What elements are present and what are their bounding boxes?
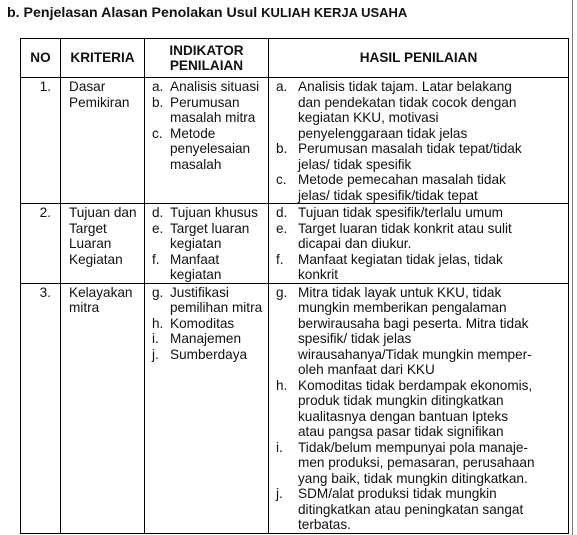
- hasil-item: [269, 79, 568, 141]
- hasil-item-text: [298, 285, 568, 378]
- indikator-cell: [145, 283, 269, 533]
- hasil-item-label: b.: [276, 141, 288, 156]
- indikator-line: masalah mitra: [170, 110, 256, 125]
- hasil-cell: [269, 204, 569, 284]
- indikator-item-label: i.: [152, 331, 159, 346]
- hasil-item-label: j.: [276, 486, 283, 501]
- header-hasil: HASIL PENILAIAN: [269, 39, 569, 78]
- indikator-line: Tujuan khusus: [170, 205, 258, 220]
- indikator-item-label: e.: [152, 220, 164, 236]
- header-indikator-line2: PENILAIAN: [169, 58, 244, 73]
- kriteria-line: Kegiatan: [69, 251, 123, 267]
- header-no: NO: [21, 39, 61, 78]
- hasil-line: Tidak/belum mempunyai pola manaje-: [298, 439, 528, 455]
- indikator-item-label: f.: [152, 251, 160, 267]
- kriteria-line: Pemikiran: [69, 94, 130, 110]
- kriteria-line: Tujuan dan: [69, 205, 137, 220]
- hasil-item-text: [298, 141, 568, 172]
- indikator-line: Manajemen: [170, 331, 242, 346]
- indikator-item: [145, 205, 268, 221]
- indikator-item-label: h.: [152, 315, 164, 331]
- hasil-item-text: [298, 486, 568, 533]
- indikator-item-label: a.: [152, 79, 164, 94]
- indikator-line: Metode: [170, 125, 216, 141]
- kriteria-line: Kelayakan: [69, 284, 133, 300]
- hasil-line: kualitasnya dengan bantuan Ipteks: [298, 408, 509, 424]
- hasil-item: [269, 378, 568, 440]
- indikator-item-label: d.: [152, 205, 164, 220]
- hasil-line: kegiatan KKU, motivasi: [298, 110, 439, 125]
- indikator-item-text: [170, 316, 268, 332]
- hasil-item: [269, 141, 568, 172]
- hasil-item: [269, 285, 568, 378]
- hasil-line: Perumusan masalah tidak tepat/tidak: [298, 141, 522, 156]
- hasil-cell: [269, 78, 569, 204]
- table-row: [21, 283, 569, 533]
- evaluation-table: [20, 38, 569, 534]
- indikator-item-label: c.: [152, 125, 163, 141]
- hasil-line: jelas/ tidak spesifik: [298, 156, 412, 172]
- hasil-item-label: g.: [276, 284, 288, 300]
- hasil-item-label: e.: [276, 220, 288, 236]
- kriteria-line: Luaran: [69, 236, 112, 251]
- indikator-item-text: [170, 205, 268, 221]
- indikator-line: Komoditas: [170, 315, 235, 331]
- indikator-line: Sumberdaya: [170, 346, 248, 362]
- hasil-item-label: i.: [276, 439, 283, 455]
- indikator-item: [145, 347, 268, 363]
- indikator-item: [145, 316, 268, 332]
- indikator-line: masalah: [170, 156, 222, 172]
- kriteria-cell: [61, 204, 145, 284]
- indikator-item-label: g.: [152, 284, 164, 300]
- indikator-line: kegiatan: [170, 236, 222, 251]
- hasil-line: Metode pemecahan masalah tidak: [298, 172, 506, 187]
- hasil-line: dicapai dan diukur.: [298, 236, 412, 251]
- hasil-line: Manfaat kegiatan tidak jelas, tidak: [298, 251, 503, 267]
- hasil-item: [269, 486, 568, 533]
- row-number: 2.: [21, 204, 61, 284]
- indikator-line: penyelesaian: [170, 141, 251, 156]
- hasil-line: mungkin memberikan pengalaman: [298, 300, 507, 315]
- indikator-item-label: b.: [152, 94, 164, 110]
- hasil-cell: [269, 283, 569, 533]
- hasil-line: produk tidak mungkin ditingkatkan: [298, 393, 504, 408]
- header-kriteria: KRITERIA: [61, 39, 145, 78]
- indikator-line: Target luaran: [170, 220, 250, 236]
- hasil-line: berwirausaha bagi peserta. Mitra tidak: [298, 315, 529, 331]
- kriteria-cell: [61, 78, 145, 204]
- indikator-item: [145, 95, 268, 126]
- indikator-cell: [145, 78, 269, 204]
- indikator-item-text: [170, 79, 268, 95]
- row-number: 3.: [21, 283, 61, 533]
- hasil-line: terbatas.: [298, 517, 351, 532]
- hasil-line: wirausahanya/Tidak mungkin memper-: [298, 346, 532, 362]
- section-title: [7, 5, 407, 21]
- indikator-line: pemilihan mitra: [170, 300, 263, 315]
- table-header-row: [21, 39, 569, 78]
- indikator-item-text: [170, 347, 268, 363]
- hasil-line: ditingkatkan atau peningkatan sangat: [298, 501, 524, 517]
- indikator-cell: [145, 204, 269, 284]
- kriteria-line: Dasar: [69, 79, 106, 94]
- hasil-item-text: [298, 205, 568, 221]
- hasil-item-label: a.: [276, 79, 288, 94]
- hasil-item-label: d.: [276, 205, 288, 220]
- indikator-item-label: j.: [152, 346, 159, 362]
- hasil-item-text: [298, 440, 568, 487]
- header-indikator-line1: INDIKATOR: [169, 42, 244, 58]
- indikator-item: [145, 126, 268, 173]
- section-title-program: KULIAH KERJA USAHA: [261, 5, 408, 20]
- hasil-item-text: [298, 221, 568, 252]
- indikator-item: [145, 79, 268, 95]
- hasil-line: Mitra tidak layak untuk KKU, tidak: [298, 284, 502, 300]
- hasil-line: Tujuan tidak spesifik/terlalu umum: [298, 205, 504, 220]
- indikator-item-text: [170, 252, 268, 283]
- hasil-line: Komoditas tidak berdampak ekonomis,: [298, 377, 533, 393]
- hasil-line: oleh manfaat dari KKU: [298, 362, 435, 377]
- hasil-line: spesifik/ tidak jelas: [298, 331, 412, 346]
- hasil-item-label: h.: [276, 377, 288, 393]
- indikator-item-text: [170, 221, 268, 252]
- section-title-prefix: b. Penjelasan Alasan Penolakan Usul: [7, 5, 258, 21]
- indikator-item-text: [170, 126, 268, 173]
- indikator-item: [145, 285, 268, 316]
- hasil-item-text: [298, 172, 568, 203]
- hasil-item: [269, 205, 568, 221]
- hasil-item: [269, 172, 568, 203]
- indikator-item-text: [170, 285, 268, 316]
- indikator-line: Justifikasi: [170, 284, 229, 300]
- hasil-line: konkrit: [298, 267, 339, 282]
- table-row: [21, 78, 569, 204]
- hasil-item-text: [298, 79, 568, 141]
- indikator-line: kegiatan: [170, 267, 222, 282]
- hasil-line: penyelenggaraan tidak jelas: [298, 125, 468, 141]
- hasil-line: atau pangsa pasar tidak signifikan: [298, 424, 504, 439]
- hasil-item-text: [298, 252, 568, 283]
- indikator-item: [145, 331, 268, 347]
- indikator-item-text: [170, 95, 268, 126]
- hasil-item: [269, 221, 568, 252]
- row-number: 1.: [21, 78, 61, 204]
- table-body: [21, 78, 569, 534]
- indikator-item: [145, 252, 268, 283]
- kriteria-line: mitra: [69, 300, 100, 315]
- hasil-item-label: f.: [276, 251, 284, 267]
- indikator-item-text: [170, 331, 268, 347]
- hasil-item: [269, 440, 568, 487]
- hasil-item-text: [298, 378, 568, 440]
- indikator-line: Manfaat: [170, 251, 220, 267]
- kriteria-cell: [61, 283, 145, 533]
- hasil-line: SDM/alat produksi tidak mungkin: [298, 486, 497, 501]
- hasil-line: dan pendekatan tidak cocok dengan: [298, 94, 517, 110]
- kriteria-line: Target: [69, 220, 107, 236]
- hasil-line: Target luaran tidak konkrit atau sulit: [298, 220, 512, 236]
- indikator-line: Analisis situasi: [170, 79, 260, 94]
- hasil-line: Analisis tidak tajam. Latar belakang: [298, 79, 512, 94]
- hasil-item: [269, 252, 568, 283]
- header-indikator: [145, 39, 269, 78]
- table-row: [21, 204, 569, 284]
- hasil-line: yang baik, tidak mungkin ditingkatkan.: [298, 470, 528, 486]
- hasil-item-label: c.: [276, 172, 287, 187]
- hasil-line: men produksi, pemasaran, perusahaan: [298, 455, 535, 470]
- indikator-line: Perumusan: [170, 94, 240, 110]
- indikator-item: [145, 221, 268, 252]
- hasil-line: jelas/ tidak spesifik/tidak tepat: [298, 187, 478, 203]
